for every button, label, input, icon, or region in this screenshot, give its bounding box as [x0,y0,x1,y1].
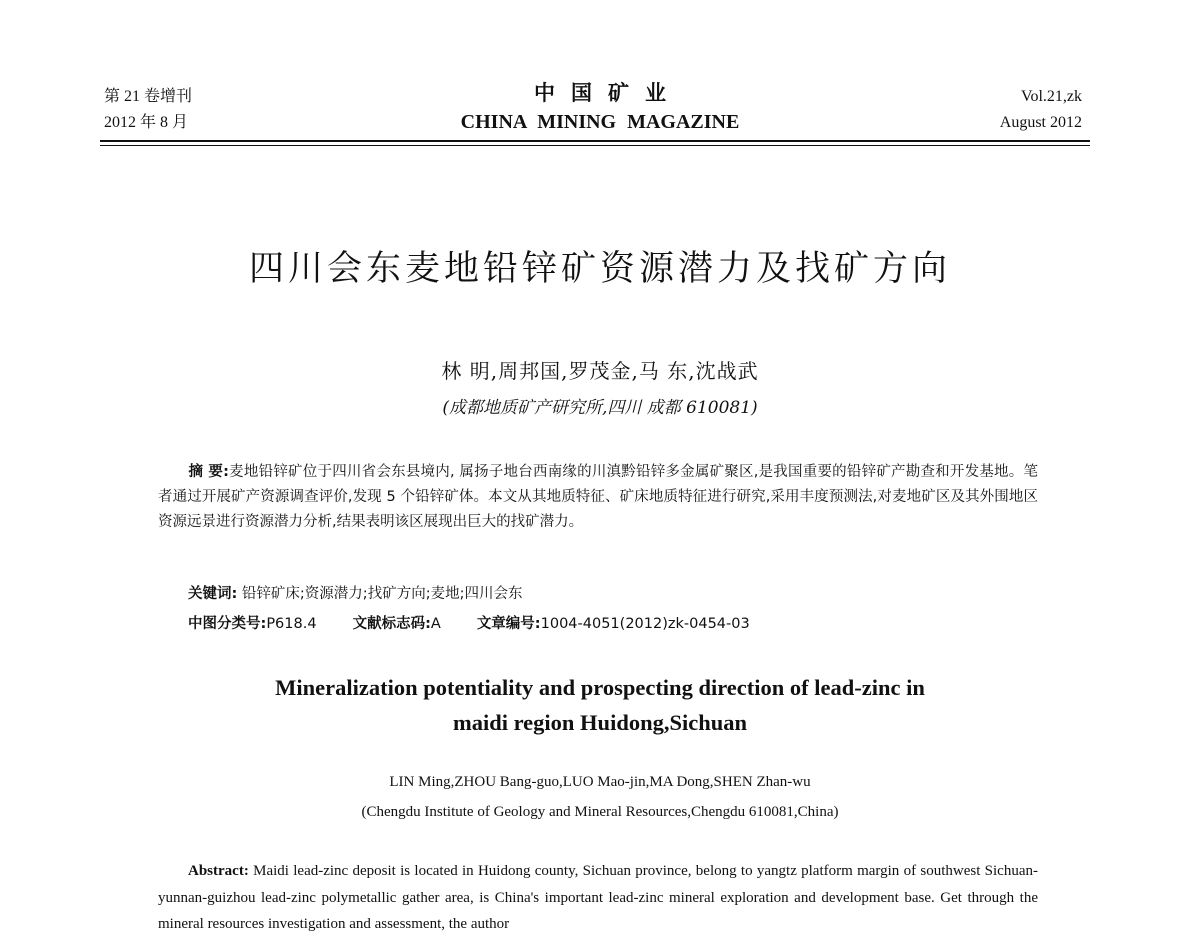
header-issue-info [1000,84,1082,136]
clc-value: P618.4 [266,616,317,632]
affiliation-cn: (成都地质矿产研究所,四川 成都 610081) [442,398,758,418]
header-vol-en: Vol.21,zk [1020,88,1082,105]
keywords-cn-label: 关键词: [188,586,238,602]
abstract-cn-text: 麦地铅锌矿位于四川省会东县境内, 属扬子地台西南缘的川滇黔铅锌多金属矿聚区,是我国重要的铅锌矿产勘查和开发基地。笔者通过开展矿产资源调查评价,发现 5 个铅锌矿体。本文从其地质特征、矿床地质特征进行研究,采用丰度预测法,对麦地矿区及其外围地区资源远景进行资源潜力分析,结果表明该区展现出巨大的找矿潜力。 [158,464,1038,530]
header-volume: 第 21 卷增刊 [104,88,193,105]
abstract-en [158,858,1038,938]
affiliation-en: (Chengdu Institute of Geology and Mineral Resources,Chengdu 610081,China) [361,804,839,820]
article-no-label: 文章编号: [476,616,541,632]
header-rule-thick [100,140,1090,142]
authors-cn: 林 明,周邦国,罗茂金,马 东,沈战武 [441,359,759,383]
classification-line [188,612,750,637]
article-title-en [0,670,1200,740]
article-no-value: 1004-4051(2012)zk-0454-03 [540,616,750,632]
journal-name-cn: 中国矿业 [534,81,682,105]
doc-code-label: 文献标志码: [352,616,431,632]
journal-name-en: CHINA MINING MAGAZINE [460,111,740,133]
abstract-cn [158,460,1038,535]
doc-code-value: A [430,616,441,632]
article-title-cn: 四川会东麦地铅锌矿资源潜力及找矿方向 [248,249,951,289]
header-date-en: August 2012 [999,114,1082,131]
article-title-en-line1: Mineralization potentiality and prospecting direction of lead-zinc in [275,675,925,700]
header-rule-thin [100,145,1090,146]
abstract-en-label: Abstract: [188,863,249,879]
keywords-cn [188,582,522,607]
clc-label: 中图分类号: [188,616,267,632]
authors-en: LIN Ming,ZHOU Bang-guo,LUO Mao-jin,MA Dong,SHEN Zhan-wu [389,774,811,790]
header-date-cn: 2012 年 8 月 [104,114,189,131]
keywords-cn-text: 铅锌矿床;资源潜力;找矿方向;麦地;四川会东 [237,586,523,602]
abstract-en-text: Maidi lead-zinc deposit is located in Huidong county, Sichuan province, belong to yangtz platform margin of southwest Sichuan-yunnan-guizhou lead-zinc polymetallic gather area, is China's important lead-zinc mineral exploration and development base. Get through the mineral resources investigation and assessment, the author [158,863,1038,932]
article-title-en-line2: maidi region Huidong,Sichuan [452,710,748,735]
abstract-cn-label: 摘 要: [188,464,229,480]
